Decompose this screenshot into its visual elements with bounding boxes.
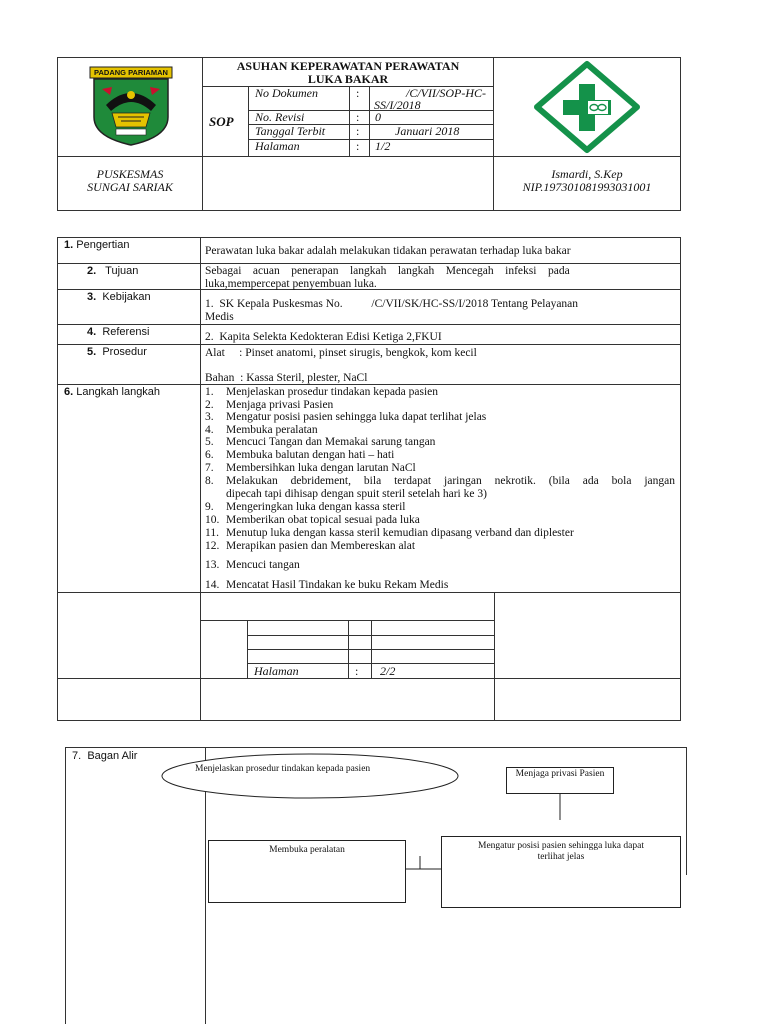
list-item: 1. [205,386,214,398]
list-item: 5. [205,436,214,448]
list-item-text: Memberikan obat topical sesuai pada luka [226,514,420,526]
num-kebijakan: 3. [87,291,97,303]
list-item-text: Membersihkan luka dengan larutan NaCl [226,462,416,474]
label-bagan: Bagan Alir [87,750,138,762]
meta-halaman-label: Halaman [255,139,300,153]
flow-box-posisi [441,836,681,908]
meta-no-dokumen-label: No Dokumen [255,86,318,100]
kebijakan-line-2: Medis [205,310,234,323]
page2-halaman-label: Halaman [254,664,299,678]
page2-halaman-value: 2/2 [380,664,396,678]
meta-tanggal-label: Tanggal Terbit [255,124,326,138]
sop-label: SOP [209,114,234,129]
list-item-text-cont: dipecah tapi dihisap dengan spuit steril setelah hari ke 3) [226,488,487,500]
list-item-text: Membuka peralatan [226,424,318,436]
list-item-text: Melakukan debridement, bila terdapat jaringan nekrotik. (bila ada bola jangan [226,475,675,487]
flow-box-posisi-line1: Mengatur posisi pasien sehingga luka dapat [478,841,644,851]
flow-box-posisi-text [442,841,680,863]
flow-box-privasi [506,767,614,794]
list-item: 3. [205,411,214,423]
pengertian-text: Perawatan luka bakar adalah melakukan tidakan perawatan terhadap luka bakar [205,245,571,257]
signer-nip: NIP.197301081993031001 [522,180,652,194]
label-langkah: Langkah langkah [76,386,161,398]
referensi-text: 2. Kapita Selekta Kedokteran Edisi Ketiga 2,FKUI [205,331,442,343]
list-item: 10. [205,514,220,526]
list-item: 6. [205,449,214,461]
label-referensi: Referensi [102,326,150,338]
kebijakan-line-1: 1. SK Kepala Puskesmas No. /C/VII/SK/HC-SS/I/2018 Tentang Pelayanan [205,298,579,310]
list-item-text: Mengeringkan luka dengan kassa steril [226,501,406,513]
meta-no-revisi-sep: : [356,110,360,124]
flow-box-privasi-text: Menjaga privasi Pasien [515,769,605,779]
list-item-text: Merapikan pasien dan Membereskan alat [226,540,416,552]
prosedur-alat: Alat : Pinset anatomi, pinset sirugis, bengkok, kom kecil [205,347,477,359]
list-item: 4. [205,424,214,436]
num-bagan: 7. [72,750,82,762]
org-line-1: PUSKESMAS [96,167,164,181]
num-tujuan: 2. [87,265,97,277]
flow-box-peralatan-text: Membuka peralatan [269,845,345,855]
title-line-2: LUKA BAKAR [307,72,389,86]
list-item-text: Mencatat Hasil Tindakan ke buku Rekam Medis [226,579,449,591]
num-referensi: 4. [87,326,97,338]
flow-box-posisi-line2: terlihat jelas [537,852,585,862]
logo-text: PADANG PARIAMAN [94,68,168,77]
page2-halaman-sep: : [355,664,359,678]
meta-no-revisi-label: No. Revisi [255,110,305,124]
meta-no-dokumen-value-line1: /C/VII/SOP-HC- [406,86,486,100]
list-item: 14. [205,579,220,591]
label-tujuan: Tujuan [105,265,139,277]
tujuan-line-2: luka,mempercepat penyembuan luka. [205,277,377,290]
list-item: 2. [205,399,214,411]
list-item-text: Menjaga privasi Pasien [226,399,334,411]
num-pengertian: 1. [64,239,74,251]
signer-name: Ismardi, S.Kep [551,167,623,181]
label-pengertian: Pengertian [76,239,130,251]
list-item-text: Menutup luka dengan kassa steril kemudian dipasang verband dan diplester [226,527,574,539]
meta-tanggal-value: Januari 2018 [395,124,460,138]
list-item-text: Mengatur posisi pasien sehingga luka dapat terlihat jelas [226,411,487,423]
list-item-text: Menjelaskan prosedur tindakan kepada pasien [226,386,439,398]
title-line-1: ASUHAN KEPERAWATAN PERAWATAN [236,59,460,73]
meta-no-dokumen-sep: : [356,86,360,100]
flow-oval [162,754,458,798]
list-item-text: Mencuci Tangan dan Memakai sarung tangan [226,436,436,448]
meta-halaman-sep: : [356,139,360,153]
list-item-text: Mencuci tangan [226,559,300,571]
meta-halaman-value: 1/2 [375,139,391,153]
label-kebijakan: Kebijakan [102,291,151,303]
list-item: 9. [205,501,214,513]
list-item: 13. [205,559,220,571]
list-item: 8. [205,475,214,487]
meta-tanggal-sep: : [356,124,360,138]
prosedur-bahan: Bahan : Kassa Steril, plester, NaCl [205,372,368,384]
label-prosedur: Prosedur [102,346,147,358]
flow-oval-text: Menjelaskan prosedur tindakan kepada pasien [195,764,371,774]
meta-no-revisi-value: 0 [375,110,381,124]
meta-no-dokumen-value-line2: SS/I/2018 [374,98,421,112]
tujuan-line-1: Sebagai acuan penerapan langkah langkah Mencegah infeksi pada [205,265,570,277]
org-line-2: SUNGAI SARIAK [87,180,173,194]
num-langkah: 6. [64,386,74,398]
num-prosedur: 5. [87,346,97,358]
list-item: 11. [205,527,219,539]
list-item: 12. [205,540,220,552]
flow-box-peralatan [208,840,406,903]
list-item: 7. [205,462,214,474]
list-item-text: Membuka balutan dengan hati – hati [226,449,395,461]
